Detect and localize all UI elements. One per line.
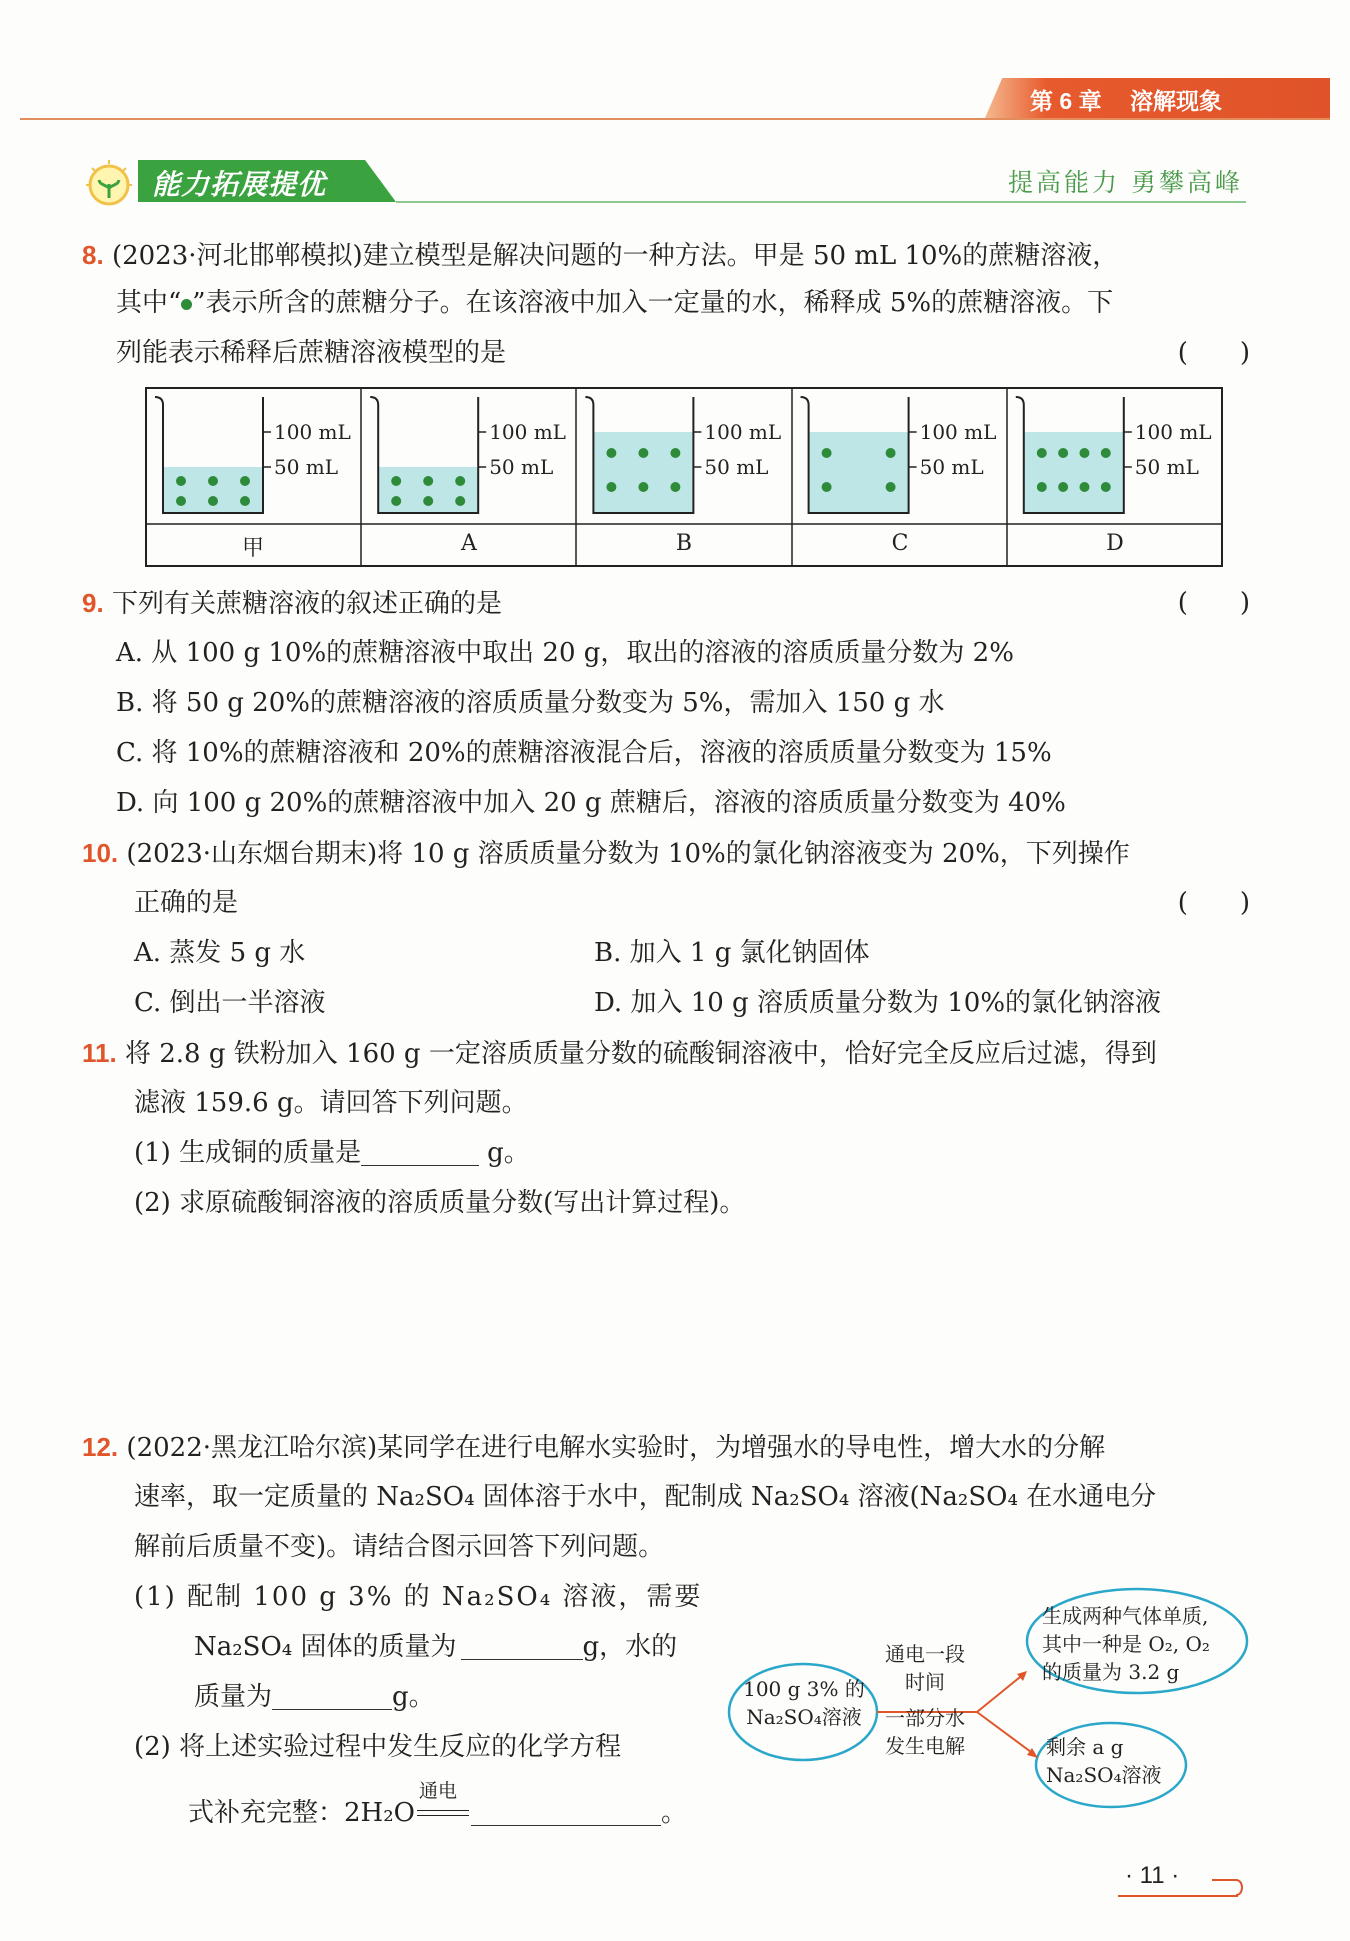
beaker-c — [801, 397, 997, 513]
q10-option-d: D. 加入 10 g 溶质质量分数为 10%的氯化钠溶液 — [594, 988, 1162, 1018]
sugar-molecule-dot — [1058, 482, 1068, 492]
diagram-remaining-text: 剩余 a g Na₂SO₄溶液 — [1046, 1735, 1162, 1787]
sugar-molecule-icon — [181, 299, 192, 310]
q8-number: 8. — [82, 240, 104, 270]
q9-answer-paren: ( ) — [1177, 588, 1250, 618]
sugar-molecule-dot — [1101, 448, 1111, 458]
q8-answer-paren: ( ) — [1177, 338, 1250, 368]
q12-blank-solid-mass[interactable] — [461, 1637, 583, 1660]
q9-option-b: B. 将 50 g 20%的蔗糖溶液的溶质质量分数变为 5%，需加入 150 g 水 — [116, 688, 945, 718]
sugar-molecule-dot — [1037, 482, 1047, 492]
sugar-molecule-dot — [176, 476, 186, 486]
sugar-molecule-dot — [423, 496, 433, 506]
sugar-molecule-dot — [638, 482, 648, 492]
arrow-to-remaining — [977, 1712, 1035, 1755]
mark-50ml: 50 mL — [1134, 455, 1199, 479]
sugar-molecule-dot — [1037, 448, 1047, 458]
sugar-molecule-dot — [455, 476, 465, 486]
q10-option-b: B. 加入 1 g 氯化钠固体 — [594, 938, 870, 968]
q11-line1: 11. 将 2.8 g 铁粉加入 160 g 一定溶质质量分数的硫酸铜溶液中，恰好完全反应后过滤，得到 — [82, 1038, 1157, 1069]
mark-100ml: 100 mL — [704, 420, 782, 444]
q10-option-c: C. 倒出一半溶液 — [134, 988, 326, 1018]
q12-line1: 12. (2022·黑龙江哈尔滨)某同学在进行电解水实验时，为增强水的导电性，增大水的分解 — [82, 1432, 1106, 1463]
q9-number: 9. — [82, 588, 104, 618]
q8-label-d: D — [1106, 531, 1124, 556]
q12-part1-line1: (1) 配制 100 g 3% 的 Na₂SO₄ 溶液，需要 — [134, 1582, 703, 1612]
q8-label-a: A — [461, 531, 477, 556]
q11-part1: (1) 生成铜的质量是 g。 — [134, 1138, 530, 1168]
q12-part2-line1: (2) 将上述实验过程中发生反应的化学方程 — [134, 1732, 622, 1762]
sugar-molecule-dot — [670, 482, 680, 492]
sugar-molecule-dot — [1079, 482, 1089, 492]
q8-line3: 列能表示稀释后蔗糖溶液模型的是 ( ) — [116, 328, 1250, 378]
q12-part1-line2: Na₂SO₄ 固体的质量为 g，水的 — [194, 1632, 678, 1662]
q12-part1-line3: 质量为 g。 — [194, 1682, 435, 1712]
sugar-molecule-dot — [822, 482, 832, 492]
sugar-molecule-dot — [822, 448, 832, 458]
sugar-molecule-dot — [208, 496, 218, 506]
mark-100ml: 100 mL — [919, 420, 997, 444]
chapter-title: 溶解现象 — [1129, 88, 1222, 114]
q9-option-c: C. 将 10%的蔗糖溶液和 20%的蔗糖溶液混合后，溶液的溶质质量分数变为 15% — [116, 738, 1052, 768]
banner-title: 能力拓展提优 — [152, 169, 327, 200]
sugar-molecule-dot — [1079, 448, 1089, 458]
q11-part2: (2) 求原硫酸铜溶液的溶质质量分数(写出计算过程)。 — [134, 1188, 746, 1218]
q12-blank-water-mass[interactable] — [272, 1687, 392, 1710]
mark-50ml: 50 mL — [919, 455, 984, 479]
q8-label-jia: 甲 — [241, 536, 264, 561]
banner-slogan: 提高能力 勇攀高峰 — [1008, 168, 1243, 197]
header-rule — [20, 118, 1330, 120]
mark-100ml: 100 mL — [274, 420, 351, 444]
q10-option-a: A. 蒸发 5 g 水 — [134, 938, 306, 968]
q11-number: 11. — [82, 1038, 117, 1068]
q8-label-b: B — [675, 531, 693, 556]
q12-line3: 解前后质量不变)。请结合图示回答下列问题。 — [134, 1532, 665, 1562]
mark-50ml: 50 mL — [489, 455, 554, 479]
q9-stem: 9. 下列有关蔗糖溶液的叙述正确的是 ( ) — [82, 578, 1250, 629]
bulb-icon — [82, 158, 136, 212]
q8-line2: 其中“ ”表示所含的蔗糖分子。在该溶液中加入一定量的水，稀释成 5%的蔗糖溶液。下 — [116, 288, 1114, 318]
q12-blank-equation-products[interactable] — [471, 1803, 661, 1826]
arrow-to-gas — [977, 1673, 1025, 1712]
q10-answer-paren: ( ) — [1177, 888, 1250, 918]
sugar-molecule-dot — [176, 496, 186, 506]
sugar-molecule-dot — [240, 496, 250, 506]
mark-50ml: 50 mL — [704, 455, 769, 479]
diagram-gas-text: 生成两种气体单质, 其中一种是 O₂, O₂ 的质量为 3.2 g — [1042, 1604, 1210, 1684]
diagram-start-text: 100 g 3% 的 Na₂SO₄溶液 — [743, 1677, 865, 1729]
sugar-molecule-dot — [391, 476, 401, 486]
q12-part2-line2: 式补充完整：2H₂O 通电 。 — [188, 1780, 687, 1828]
sugar-molecule-dot — [455, 496, 465, 506]
q10-line1: 10. (2023·山东烟台期末)将 10 g 溶质质量分数为 10%的氯化钠溶液变为 20%，下列操作 — [82, 838, 1130, 869]
banner-underline — [396, 201, 1246, 203]
beaker-d — [1016, 397, 1212, 513]
q12-number: 12. — [82, 1432, 119, 1462]
q8-label-c: C — [891, 531, 909, 556]
sugar-molecule-dot — [423, 476, 433, 486]
sugar-molecule-dot — [638, 448, 648, 458]
q12-line2: 速率，取一定质量的 Na₂SO₄ 固体溶于水中，配制成 Na₂SO₄ 溶液(Na₂SO₄ 在水通电分 — [134, 1482, 1157, 1512]
sugar-molecule-dot — [208, 476, 218, 486]
sugar-molecule-dot — [606, 482, 616, 492]
sugar-molecule-dot — [606, 448, 616, 458]
q11-line2: 滤液 159.6 g。请回答下列问题。 — [134, 1088, 528, 1118]
page-curl-icon — [1210, 1876, 1250, 1896]
q11-blank-copper-mass[interactable] — [361, 1143, 479, 1166]
mark-100ml: 100 mL — [1134, 420, 1212, 444]
sugar-molecule-dot — [1101, 482, 1111, 492]
q10-line2: 正确的是 ( ) — [134, 878, 1250, 928]
sugar-molecule-dot — [670, 448, 680, 458]
sugar-molecule-dot — [886, 482, 896, 492]
q8-line1: 8. (2023·河北邯郸模拟)建立模型是解决问题的一种方法。甲是 50 mL 10%的蔗糖溶液， — [82, 240, 1119, 271]
q10-number: 10. — [82, 838, 119, 868]
page-number: · 11 · — [1125, 1862, 1180, 1889]
sugar-molecule-dot — [391, 496, 401, 506]
mark-100ml: 100 mL — [489, 420, 566, 444]
electrolysis-condition: 通电 — [417, 1802, 469, 1826]
sugar-molecule-dot — [1058, 448, 1068, 458]
diagram-arrow-bottom-text: 一部分水 发生电解 — [885, 1706, 965, 1758]
sugar-molecule-dot — [240, 476, 250, 486]
beaker-jia — [155, 397, 351, 513]
diagram-arrow-top-text: 通电一段 时间 — [885, 1642, 965, 1694]
q9-option-a: A. 从 100 g 10%的蔗糖溶液中取出 20 g，取出的溶液的溶质质量分数为 2% — [116, 638, 1014, 668]
chapter-label — [1030, 83, 1222, 116]
q9-option-d: D. 向 100 g 20%的蔗糖溶液中加入 20 g 蔗糖后，溶液的溶质质量分数变为 40% — [116, 788, 1066, 818]
sugar-molecule-dot — [886, 448, 896, 458]
beaker-a — [370, 397, 566, 513]
chapter-number: 第 6 章 — [1030, 88, 1102, 114]
beaker-b — [585, 397, 781, 513]
mark-50ml: 50 mL — [274, 455, 339, 479]
